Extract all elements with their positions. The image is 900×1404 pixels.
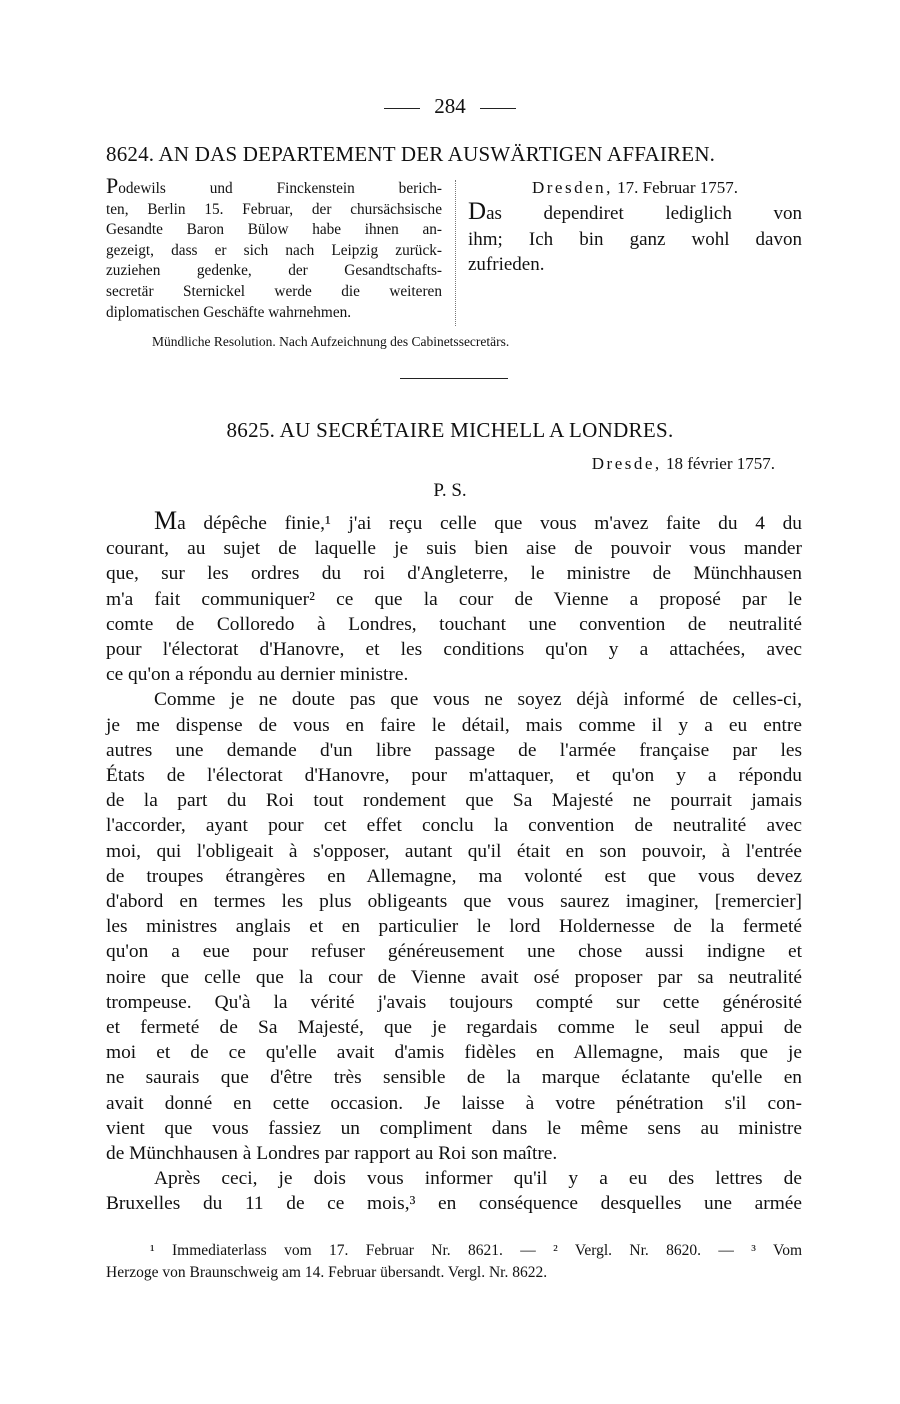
- doc-8625-date: Dresde, 18 février 1757.: [591, 454, 775, 473]
- body-line: vient que vous fassiez un compliment dans le même sens au ministre: [106, 1117, 802, 1139]
- body-line: Bruxelles du 11 de ce mois,³ en conséquence desquelles une armée: [106, 1193, 802, 1215]
- body-line: de troupes étrangères en Allemagne, ma volonté est que vous devez: [106, 865, 802, 887]
- doc-8624-regest: [106, 173, 442, 323]
- regest-line: zuziehen gedenke, der Gesandtschafts-: [106, 262, 442, 280]
- resolution-line: ihm; Ich bin ganz wohl davon: [468, 228, 802, 250]
- body-line: l'accorder, ayant pour cet effet conclu la convention de neutralité avec: [106, 815, 802, 837]
- body-line: moi et de ce qu'elle avait d'amis fidèles en Allemagne, mais que je: [106, 1042, 802, 1064]
- page-number: [0, 92, 900, 120]
- doc-8624-heading: 8624. AN DAS DEPARTEMENT DER AUSWÄRTIGEN AFFAIREN.: [106, 142, 716, 166]
- body-line: courant, au sujet de laquelle je suis bien aise de pouvoir vous mander: [106, 538, 802, 560]
- body-line: que, sur les ordres du roi d'Angleterre, le ministre de Münchhausen: [106, 563, 802, 585]
- postscript-label: P. S.: [433, 480, 467, 501]
- body-line: d'abord en termes les plus obligeants que vous saurez imaginer, [remercier]: [106, 891, 802, 913]
- body-line: je me dispense de vous en faire le détail, mais comme il y a eu entre: [106, 714, 802, 736]
- body-line: ce qu'on a répondu au dernier ministre.: [106, 664, 409, 686]
- body-line: m'a fait communiquer² ce que la cour de Vienne a proposé par le: [106, 588, 802, 610]
- section-separator: [400, 378, 508, 379]
- regest-line: diplomatischen Geschäfte wahrnehmen.: [106, 303, 352, 321]
- page-number-dash-right: [480, 108, 516, 109]
- regest-line: secretär Sternickel werde die weiteren: [106, 282, 442, 300]
- body-line: comte de Colloredo à Londres, touchant une convention de neutralité: [106, 613, 802, 635]
- body-line: Ma dépêche finie,¹ j'ai reçu celle que vous m'avez faite du 4 du: [154, 506, 802, 535]
- footnote-line: Herzoge von Braunschweig am 14. Februar übersandt. Vergl. Nr. 8622.: [106, 1264, 548, 1281]
- regest-initial: P: [106, 173, 119, 198]
- resolution-initial: D: [468, 198, 487, 225]
- body-line: qu'on a eue pour refuser généreusement une chose aussi indigne et: [106, 941, 802, 963]
- body-line: les ministres anglais et en particulier le lord Holdernesse de la fermeté: [106, 916, 802, 938]
- body-line: autres une demande d'un libre passage de l'armée française par les: [106, 739, 802, 761]
- regest-line: Gesandte Baron Bülow habe ihnen an-: [106, 221, 442, 239]
- body-line: avait donné en cette occasion. Je laisse à votre pénétration s'il con-: [106, 1092, 802, 1114]
- resolution-line: Das dependiret lediglich von: [468, 198, 802, 225]
- body-line: moi, qui l'obligeait à s'opposer, autant qu'il était en son pouvoir, à l'entrée: [106, 840, 802, 862]
- body-line: trompeuse. Qu'à la vérité j'avais toujours compté sur cette générosité: [106, 991, 802, 1013]
- body-line: de Münchhausen à Londres par rapport au Roi son maître.: [106, 1143, 558, 1165]
- doc-8624-source-note: Mündliche Resolution. Nach Aufzeichnung des Cabinetssecretärs.: [152, 334, 510, 349]
- body-line: noire que celle que la cour de Vienne avait osé proposer par sa neutralité: [106, 966, 802, 988]
- page-number-text: 284: [434, 94, 466, 118]
- regest-line: gezeigt, dass er sich nach Leipzig zurück-: [106, 241, 442, 259]
- doc-8625-body: [106, 508, 802, 1217]
- regest-line: Podewils und Finckenstein berich-: [106, 173, 442, 198]
- body-line: États de l'électorat d'Hanovre, pour m'attaquer, et qu'on y a répondu: [106, 765, 802, 787]
- body-line: ne saurais que d'être très sensible de la marque éclatante qu'elle en: [106, 1067, 802, 1089]
- doc-8624-resolution: [468, 176, 802, 278]
- body-line: Après ceci, je dois vous informer qu'il y a eu des lettres de: [154, 1168, 802, 1190]
- doc-8624-date: Dresden, 17. Februar 1757.: [531, 178, 739, 197]
- regest-line: ten, Berlin 15. Februar, der chursächsische: [106, 200, 442, 218]
- resolution-line: zufrieden.: [468, 254, 545, 275]
- doc-8625-heading: 8625. AU SECRÉTAIRE MICHELL A LONDRES.: [226, 418, 674, 442]
- page-number-dash-left: [384, 108, 420, 109]
- footnotes: [106, 1240, 802, 1284]
- body-line: pour l'électorat d'Hanovre, et les conditions qu'on y a attachées, avec: [106, 639, 802, 661]
- body-line: et fermeté de Sa Majesté, que je regardais comme le seul appui de: [106, 1017, 802, 1039]
- body-line: de la part du Roi tout rondement que Sa Majesté ne pourrait jamais: [106, 790, 802, 812]
- body-initial: M: [154, 506, 178, 535]
- footnote-line: ¹ Immediaterlass vom 17. Februar Nr. 8621. — ² Vergl. Nr. 8620. — ³ Vom: [150, 1242, 802, 1259]
- body-line: Comme je ne doute pas que vous ne soyez déjà informé de celles-ci,: [154, 689, 802, 711]
- column-divider: [455, 180, 456, 326]
